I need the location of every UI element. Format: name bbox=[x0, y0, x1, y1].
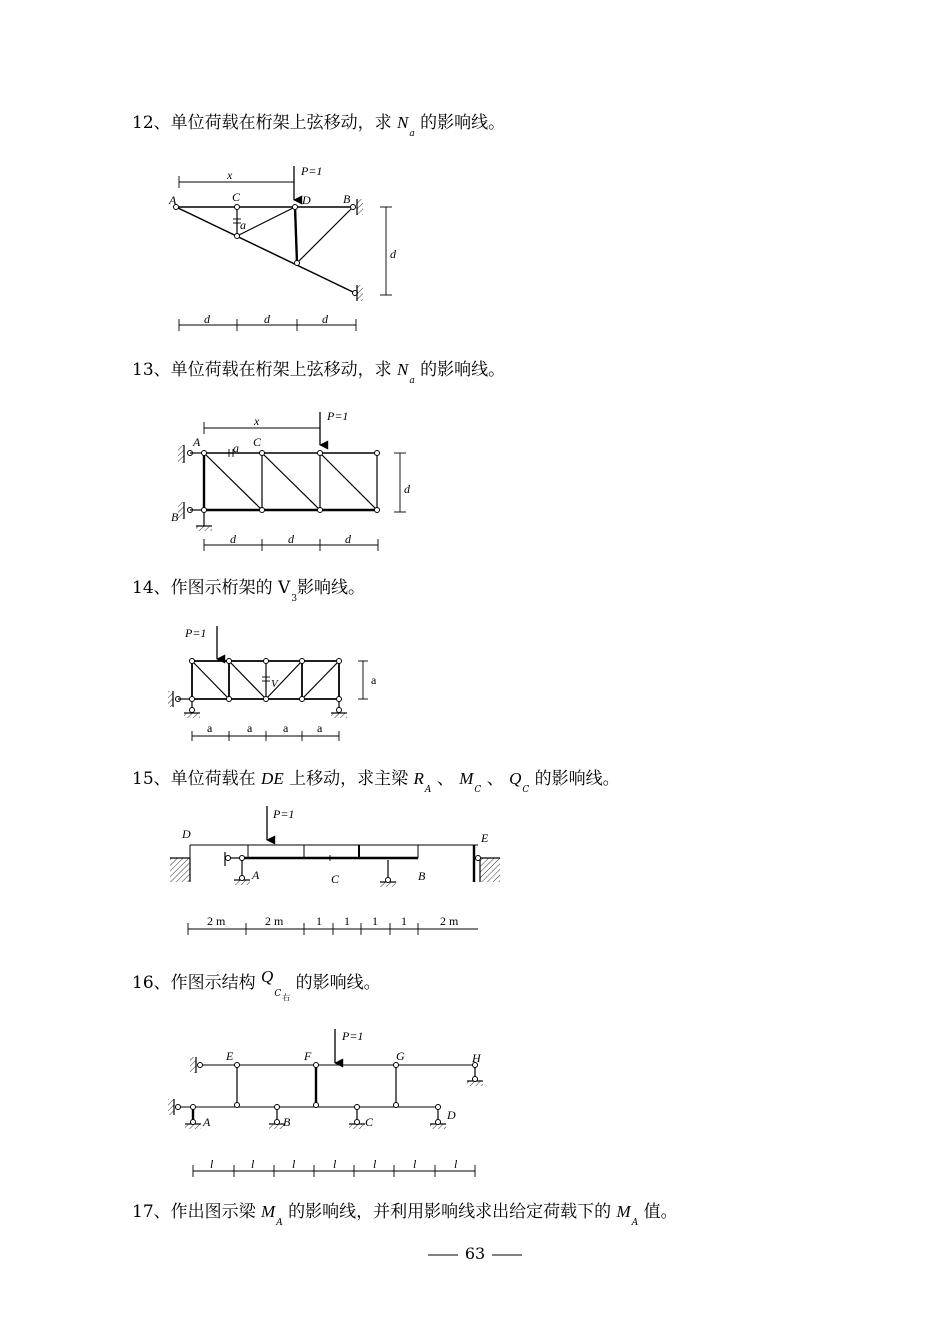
symbol: Q bbox=[261, 967, 274, 986]
node-label-d: D bbox=[302, 193, 311, 207]
subscript: a bbox=[409, 129, 415, 139]
question-text: 单位荷载在桁架上弦移动，求 bbox=[170, 360, 398, 380]
question-number: 14、 bbox=[132, 578, 171, 598]
dimension-label: a bbox=[317, 721, 323, 735]
dimension-label: l bbox=[251, 1157, 255, 1171]
question-text: 的影响线。 bbox=[414, 113, 506, 133]
dimension-label: 1 bbox=[401, 914, 407, 928]
symbol: M bbox=[261, 1202, 276, 1221]
node-label-h: H bbox=[472, 1051, 481, 1065]
dimension-label: 2 m bbox=[207, 914, 226, 928]
question-text: 的影响线。 bbox=[290, 973, 381, 993]
node-label-f: F bbox=[304, 1049, 312, 1063]
dimension-label: d bbox=[204, 312, 210, 326]
question-text: 、 bbox=[481, 769, 510, 789]
subscript: C bbox=[274, 989, 282, 999]
node-label-d: D bbox=[182, 827, 191, 841]
load-label: P=1 bbox=[342, 1029, 364, 1043]
subscript: C bbox=[522, 785, 530, 795]
dimension-label: d bbox=[345, 532, 351, 546]
subscript: 3 bbox=[291, 594, 298, 604]
node-label-c: C bbox=[331, 872, 340, 886]
dimension-label: a bbox=[371, 673, 377, 687]
dimension-label: l bbox=[210, 1157, 214, 1171]
node-label-b: B bbox=[283, 1115, 291, 1129]
node-label-e: E bbox=[226, 1049, 234, 1063]
member-label: V bbox=[271, 678, 278, 690]
bottom-chord bbox=[176, 207, 355, 293]
symbol: N bbox=[397, 360, 409, 379]
subscript: 右 bbox=[282, 993, 291, 1002]
node-label-a: A bbox=[193, 435, 201, 449]
node-label-d: D bbox=[447, 1108, 456, 1122]
node-label-c: C bbox=[253, 435, 262, 449]
symbol: M bbox=[459, 769, 474, 788]
question-text: 的影响线，并利用影响线求出给定荷载下的 bbox=[282, 1202, 617, 1222]
dimension-label: a bbox=[283, 721, 289, 735]
dimension-label: d bbox=[390, 247, 396, 261]
symbol: N bbox=[397, 113, 409, 132]
dimension-label: 2 m bbox=[265, 914, 284, 928]
node-label-g: G bbox=[396, 1049, 405, 1063]
subscript: A bbox=[424, 785, 432, 795]
question-number: 12、 bbox=[132, 113, 171, 133]
question-text: 、 bbox=[431, 769, 460, 789]
symbol: M bbox=[616, 1202, 631, 1221]
dimension-label: l bbox=[292, 1157, 296, 1171]
node-label-b: B bbox=[418, 869, 426, 883]
figure-12-truss bbox=[174, 166, 393, 331]
question-text: 作图示桁架的 V bbox=[170, 578, 291, 598]
symbol: Q bbox=[509, 769, 522, 788]
question-number: 13、 bbox=[132, 360, 171, 380]
node-label-b: B bbox=[171, 510, 179, 524]
subscript: A bbox=[276, 1218, 283, 1228]
dimension-label: x bbox=[227, 168, 233, 182]
question-text: 值。 bbox=[638, 1202, 678, 1222]
dimension-label: a bbox=[247, 721, 253, 735]
question-text: 上移动，求主梁 bbox=[283, 769, 414, 789]
node-label-a: A bbox=[203, 1115, 211, 1129]
member-label: a bbox=[240, 218, 246, 232]
dimension-label: d bbox=[404, 482, 410, 496]
dimension-label: d bbox=[264, 312, 270, 326]
dimension-label: d bbox=[288, 532, 294, 546]
dimension-label: x bbox=[254, 414, 260, 428]
subscript: A bbox=[631, 1218, 639, 1228]
load-label: P=1 bbox=[327, 409, 349, 423]
node-label-e: E bbox=[481, 831, 489, 845]
node-label-c: C bbox=[365, 1115, 374, 1129]
question-text: 单位荷载在 bbox=[170, 769, 262, 789]
dimension-label: 1 bbox=[372, 914, 378, 928]
node-label-c: C bbox=[232, 190, 241, 204]
question-text: 单位荷载在桁架上弦移动，求 bbox=[170, 113, 398, 133]
member-label: a bbox=[233, 441, 239, 455]
dimension-label: 2 m bbox=[440, 914, 459, 928]
dimension-label: d bbox=[322, 312, 328, 326]
node-label-a: A bbox=[252, 868, 260, 882]
question-text: 的影响线。 bbox=[414, 360, 506, 380]
figure-13-truss bbox=[178, 412, 406, 551]
dimension-label: l bbox=[333, 1157, 337, 1171]
symbol: R bbox=[413, 769, 424, 788]
question-number: 17、 bbox=[132, 1202, 171, 1222]
load-label: P=1 bbox=[273, 807, 295, 821]
symbol: DE bbox=[261, 769, 284, 788]
dimension-label: 1 bbox=[316, 914, 322, 928]
subscript: C bbox=[474, 785, 482, 795]
figure-16-structure bbox=[168, 1029, 483, 1177]
dimension-label: l bbox=[373, 1157, 377, 1171]
question-number: 16、 bbox=[132, 973, 171, 993]
subscript: a bbox=[409, 376, 415, 386]
dimension-label: a bbox=[207, 721, 213, 735]
node-label-b: B bbox=[343, 192, 351, 206]
question-text: 的影响线。 bbox=[529, 769, 620, 789]
question-number: 15、 bbox=[132, 769, 171, 789]
question-text: 作出图示梁 bbox=[170, 1202, 262, 1222]
page-number: 63 bbox=[464, 1244, 486, 1263]
dimension-label: 1 bbox=[344, 914, 350, 928]
dimension-label: l bbox=[454, 1157, 458, 1171]
question-text: 作图示结构 bbox=[170, 973, 262, 993]
dimension-label: l bbox=[413, 1157, 417, 1171]
figure-14-truss bbox=[168, 626, 368, 741]
node-label-a: A bbox=[169, 193, 177, 207]
load-label: P=1 bbox=[185, 626, 207, 640]
dimension-label: d bbox=[230, 532, 236, 546]
question-text: 影响线。 bbox=[297, 578, 366, 598]
load-label: P=1 bbox=[301, 164, 323, 178]
